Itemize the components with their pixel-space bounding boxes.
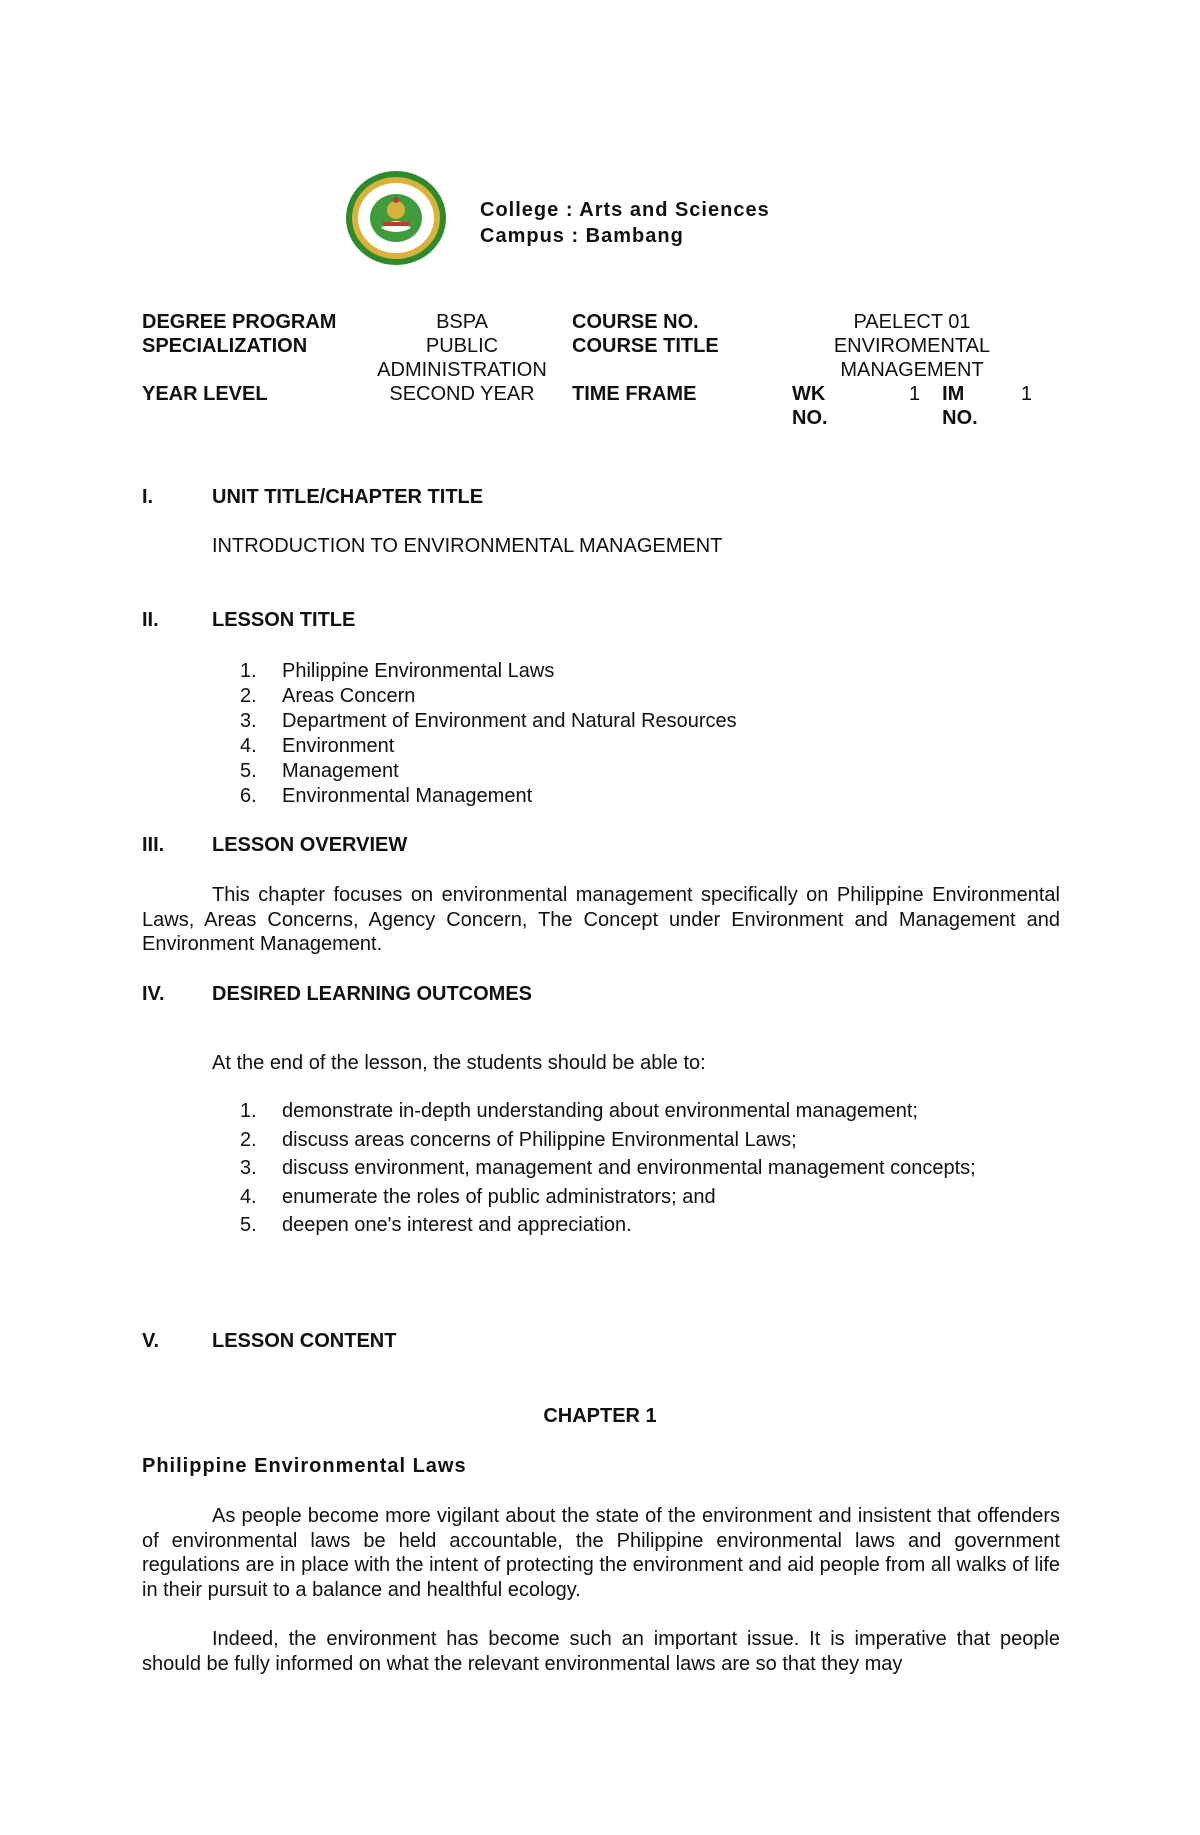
chapter-heading: CHAPTER 1 xyxy=(543,1405,657,1427)
course-info-table xyxy=(142,310,1032,430)
time-frame-cell xyxy=(792,382,1032,430)
college-seal-logo xyxy=(345,170,447,266)
overview-paragraph: This chapter focuses on environmental management specifically on Philippine Environmental Laws, Areas Concerns, Agency Concern, The Concept under Environment and Management and Environment Management. xyxy=(142,884,1060,955)
college-label: College xyxy=(480,199,560,221)
time-frame-label: TIME FRAME xyxy=(572,383,697,405)
section-num-content: V. xyxy=(142,1330,160,1352)
section-num-overview: III. xyxy=(142,834,165,856)
list-item: 3. Department of Environment and Natural Resources xyxy=(240,710,737,732)
list-item: 4. Environment xyxy=(240,735,395,757)
section-title-overview: LESSON OVERVIEW xyxy=(212,834,408,856)
specialization-value: PUBLIC ADMINISTRATION xyxy=(377,335,547,381)
list-item: 5. deepen one's interest and appreciation. xyxy=(240,1214,632,1236)
list-item: 2. Areas Concern xyxy=(240,685,416,707)
section-num-unit: I. xyxy=(142,486,154,508)
section-num-lesson: II. xyxy=(142,609,159,631)
chapter-paragraph-1: As people become more vigilant about the state of the environment and insistent that offenders of environmental laws be held accountable, the Philippine environmental laws and government regulations are in place with the intent of protecting the environment and aid people from all walks of life in their pursuit to a balance and healthful ecology. xyxy=(142,1505,1060,1601)
list-item: 2. discuss areas concerns of Philippine Environmental Laws; xyxy=(240,1128,797,1151)
wk-no-label: WK NO. xyxy=(792,383,828,429)
degree-value: BSPA xyxy=(436,311,488,333)
course-no-value: PAELECT 01 xyxy=(853,311,971,333)
list-item: 1. demonstrate in-depth understanding about environmental management; xyxy=(240,1100,918,1122)
chapter-paragraph-2: Indeed, the environment has become such an important issue. It is imperative that people should be fully informed on what the relevant environmental laws are so that they may xyxy=(142,1628,1060,1675)
outcomes-list xyxy=(240,1097,976,1240)
course-no-label: COURSE NO. xyxy=(572,311,699,333)
info-row-year-level xyxy=(142,382,1032,430)
college-value: : Arts and Sciences xyxy=(565,199,770,221)
year-level-label: YEAR LEVEL xyxy=(142,383,268,405)
year-level-value: SECOND YEAR xyxy=(389,383,535,405)
degree-label: DEGREE PROGRAM xyxy=(142,311,337,333)
college-line xyxy=(480,197,770,223)
campus-label: Campus xyxy=(480,225,565,247)
im-no-value: 1 xyxy=(1020,383,1032,405)
list-item: 4. enumerate the roles of public administrators; and xyxy=(240,1185,716,1208)
unit-title-text: INTRODUCTION TO ENVIRONMENTAL MANAGEMENT xyxy=(212,535,723,557)
info-row-specialization xyxy=(142,334,1032,382)
campus-line xyxy=(480,223,770,249)
section-num-outcomes: IV. xyxy=(142,983,165,1005)
im-no-label: IM NO. xyxy=(942,383,978,429)
list-item: 6. Environmental Management xyxy=(240,785,533,807)
college-campus-block xyxy=(480,197,770,249)
info-row-degree xyxy=(142,310,1032,334)
course-title-value: ENVIROMENTAL MANAGEMENT xyxy=(833,335,991,381)
list-item: 1. Philippine Environmental Laws xyxy=(240,660,555,682)
section-title-content: LESSON CONTENT xyxy=(212,1330,397,1352)
chapter-subheading: Philippine Environmental Laws xyxy=(142,1455,467,1477)
section-title-lesson: LESSON TITLE xyxy=(212,609,356,631)
section-title-unit: UNIT TITLE/CHAPTER TITLE xyxy=(212,486,484,508)
lesson-title-list xyxy=(240,659,737,809)
outcomes-intro: At the end of the lesson, the students should be able to: xyxy=(212,1052,706,1074)
section-title-outcomes: DESIRED LEARNING OUTCOMES xyxy=(212,983,533,1005)
list-item: 3. discuss environment, management and environmental management concepts; xyxy=(240,1157,976,1179)
campus-value: : Bambang xyxy=(571,225,684,247)
list-item: 5. Management xyxy=(240,760,399,782)
specialization-label: SPECIALIZATION xyxy=(142,335,308,357)
course-title-label: COURSE TITLE xyxy=(572,335,719,357)
seal-emblem-icon xyxy=(345,170,447,266)
wk-no-value: 1 xyxy=(909,383,921,405)
